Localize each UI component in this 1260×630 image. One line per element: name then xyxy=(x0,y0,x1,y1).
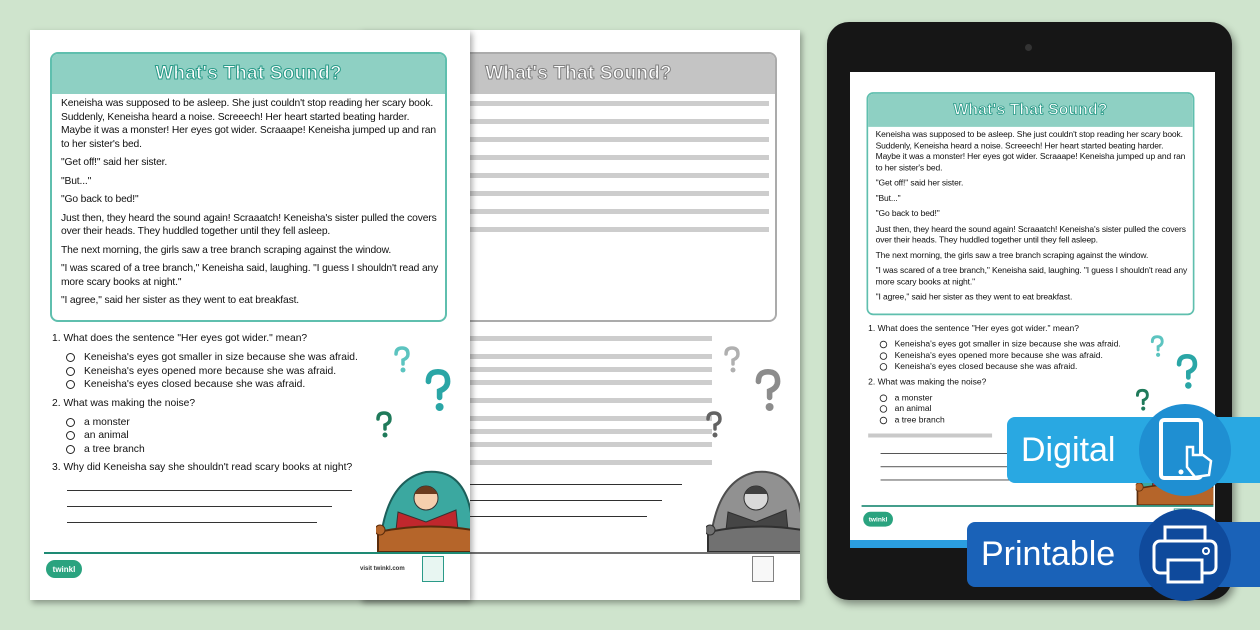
option-label: a monster xyxy=(84,416,130,428)
answer-option[interactable] xyxy=(880,339,1141,350)
radio-icon[interactable] xyxy=(880,405,887,412)
digital-label: Digital xyxy=(1021,430,1116,469)
story-paragraph: "Get off!" said her sister. xyxy=(875,178,964,188)
answer-line[interactable] xyxy=(67,506,332,507)
option-label: a tree branch xyxy=(894,415,945,425)
answer-option[interactable] xyxy=(880,350,1141,361)
answer-option[interactable] xyxy=(880,404,1141,415)
question-mark-icon xyxy=(704,410,724,440)
radio-icon[interactable] xyxy=(66,431,75,440)
radio-icon[interactable] xyxy=(880,341,887,348)
answer-option[interactable] xyxy=(66,365,382,379)
answer-line[interactable] xyxy=(67,490,352,491)
radio-icon[interactable] xyxy=(66,353,75,362)
option-label: Keneisha's eyes closed because she was afraid. xyxy=(894,362,1078,372)
option-label: an animal xyxy=(894,404,932,414)
story-paragraph: Keneisha was supposed to be asleep. She just couldn't stop reading her scary book. Suddenly, Keneisha heard a noise. Screeech! Her heart started beating harder. Maybe it was a monster! Her eyes got wider. Scraaape! Keneisha jumped up and ran to her sister's bed. xyxy=(875,130,1186,173)
option-label: Keneisha's eyes opened more because she was afraid. xyxy=(894,351,1103,361)
option-label: a tree branch xyxy=(84,443,145,455)
radio-icon[interactable] xyxy=(880,363,887,370)
question-2: 2. What was making the noise? xyxy=(868,377,987,387)
worksheet-title: What's That Sound? xyxy=(485,63,672,84)
title-banner xyxy=(868,94,1193,127)
question-mark-icon xyxy=(1134,388,1151,413)
question-mark-icon xyxy=(1174,353,1200,391)
camera-icon xyxy=(1025,44,1032,51)
footer-divider xyxy=(862,505,1214,507)
option-label: Keneisha's eyes closed because she was afraid. xyxy=(84,379,306,390)
footer-divider xyxy=(44,552,470,554)
visit-link[interactable]: visit twinkl.com xyxy=(360,566,405,572)
answer-line[interactable] xyxy=(67,522,317,523)
answer-option[interactable] xyxy=(66,429,382,443)
story-paragraph: "Get off!" said her sister. xyxy=(61,157,168,168)
title-banner xyxy=(52,54,445,94)
tablet-touch-icon xyxy=(1139,404,1231,496)
radio-icon[interactable] xyxy=(66,445,75,454)
story-paragraph: Just then, they heard the sound again! Scraaatch! Keneisha's sister pulled the covers over their heads. They huddled together until they fell asleep. xyxy=(875,224,1186,245)
story-box xyxy=(50,52,447,322)
radio-icon[interactable] xyxy=(880,417,887,424)
story-paragraph: Just then, they heard the sound again! Scraaatch! Keneisha's sister pulled the covers over their heads. They huddled together until they fell asleep. xyxy=(61,212,437,237)
answer-option[interactable] xyxy=(66,378,382,392)
story-paragraph: Keneisha was supposed to be asleep. She just couldn't stop reading her scary book. Suddenly, Keneisha heard a noise. Screeech! Her heart started beating harder. Maybe it was a monster! Her eyes got wider. Scraaape! Keneisha jumped up and ran to her sister's bed. xyxy=(61,98,436,150)
question-mark-icon xyxy=(1149,335,1166,358)
question-1: 1. What does the sentence "Her eyes got wider." mean? xyxy=(52,333,308,344)
question-mark-icon xyxy=(722,346,742,374)
answer-option[interactable] xyxy=(880,361,1141,372)
story-paragraph: "But..." xyxy=(875,194,901,204)
story-paragraph: The next morning, the girls saw a tree branch scraping against the window. xyxy=(61,244,392,256)
twinkl-logo: twinkl xyxy=(46,560,82,578)
question-3: 3. Why did Keneisha say she shouldn't read scary books at night? xyxy=(52,462,353,473)
worksheet-title: What's That Sound? xyxy=(953,101,1108,119)
answer-option[interactable] xyxy=(66,351,382,365)
girl-reading-illustration xyxy=(706,450,800,552)
answer-option[interactable] xyxy=(66,416,382,430)
twinkl-logo: twinkl xyxy=(863,512,893,527)
story-text xyxy=(868,127,1193,303)
question-mark-icon xyxy=(392,346,412,374)
printable-label: Printable xyxy=(981,535,1116,573)
question-3 xyxy=(868,430,992,441)
printer-icon xyxy=(1139,509,1231,601)
story-text xyxy=(52,94,445,308)
question-1: 1. What does the sentence "Her eyes got wider." mean? xyxy=(868,324,1079,334)
question-mark-icon xyxy=(752,368,784,414)
option-label: a monster xyxy=(894,393,933,403)
question-2: 2. What was making the noise? xyxy=(52,397,196,409)
digital-badge xyxy=(1007,417,1260,483)
worksheet-color xyxy=(30,30,470,600)
story-paragraph: "Go back to bed!" xyxy=(875,209,940,219)
story-paragraph: "But..." xyxy=(61,175,92,187)
questions xyxy=(52,332,382,523)
story-paragraph: "I was scared of a tree branch," Keneisha said, laughing. "I guess I shouldn't read any more scary books at night." xyxy=(875,266,1188,287)
quality-badge-icon xyxy=(752,556,774,582)
story-paragraph: "I was scared of a tree branch," Keneisha said, laughing. "I guess I shouldn't read any more scary books at night." xyxy=(61,263,439,288)
radio-icon[interactable] xyxy=(880,352,887,359)
story-box xyxy=(867,92,1195,315)
radio-icon[interactable] xyxy=(66,367,75,376)
option-label: an animal xyxy=(84,430,129,441)
story-paragraph: The next morning, the girls saw a tree branch scraping against the window. xyxy=(875,251,1149,261)
radio-icon[interactable] xyxy=(880,394,887,401)
answer-option[interactable] xyxy=(880,392,1141,403)
answer-option[interactable] xyxy=(66,443,382,457)
quality-badge-icon xyxy=(422,556,444,582)
story-paragraph: "Go back to bed!" xyxy=(61,194,139,205)
worksheet-title: What's That Sound? xyxy=(155,63,342,84)
girl-reading-illustration xyxy=(376,450,470,552)
option-label: Keneisha's eyes got smaller in size because she was afraid. xyxy=(894,339,1121,350)
story-paragraph: "I agree," said her sister as they went to eat breakfast. xyxy=(61,295,300,306)
story-paragraph: "I agree," said her sister as they went to eat breakfast. xyxy=(875,292,1073,302)
option-label: Keneisha's eyes opened more because she was afraid. xyxy=(84,365,337,377)
radio-icon[interactable] xyxy=(66,380,75,389)
question-mark-icon xyxy=(374,410,394,440)
radio-icon[interactable] xyxy=(66,418,75,427)
printable-badge xyxy=(967,522,1260,587)
option-label: Keneisha's eyes got smaller in size because she was afraid. xyxy=(84,352,358,363)
question-mark-icon xyxy=(422,368,454,414)
